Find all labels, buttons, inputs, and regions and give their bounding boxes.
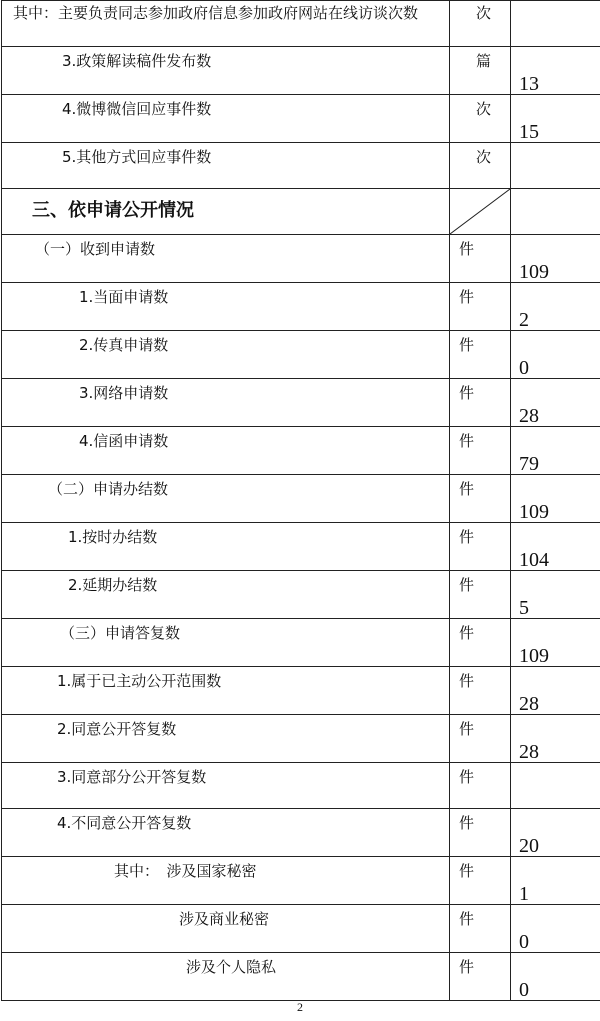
item-label: 2.同意公开答复数 (57, 720, 177, 738)
value-text: 0 (519, 357, 529, 379)
table-row (2, 857, 600, 905)
value-cell (511, 95, 600, 143)
unit-cell (450, 763, 511, 809)
item-label: 3.政策解读稿件发布数 (62, 52, 212, 70)
unit-cell (450, 523, 511, 571)
unit-cell (450, 1, 511, 47)
item-cell (2, 379, 450, 427)
unit-cell (450, 95, 511, 143)
value-text: 0 (519, 931, 529, 953)
value-cell (511, 143, 600, 189)
unit-label: 件 (459, 240, 475, 258)
unit-label: 件 (459, 958, 475, 976)
value-cell (511, 379, 600, 427)
table-row (2, 571, 600, 619)
value-cell (511, 283, 600, 331)
unit-cell (450, 857, 511, 905)
item-label: 其中：主要负责同志参加政府信息参加政府网站在线访谈次数 (13, 4, 419, 22)
value-cell (511, 905, 600, 953)
value-cell (511, 809, 600, 857)
unit-label: 件 (459, 336, 475, 354)
item-cell (2, 523, 450, 571)
unit-cell (450, 619, 511, 667)
value-cell (511, 571, 600, 619)
value-text (511, 763, 600, 790)
table-row (2, 427, 600, 475)
item-label: 1.按时办结数 (68, 528, 158, 546)
statistics-table (1, 0, 600, 1001)
item-label: 4.不同意公开答复数 (57, 814, 192, 832)
unit-cell (450, 667, 511, 715)
value-text (511, 143, 600, 170)
unit-cell (450, 235, 511, 283)
table-row (2, 235, 600, 283)
value-cell (511, 1, 600, 47)
item-label: 2.传真申请数 (79, 336, 169, 354)
unit-label: 件 (459, 814, 475, 832)
item-label: 3.网络申请数 (79, 384, 169, 402)
value-cell (511, 331, 600, 379)
item-label: 涉及商业秘密 (179, 910, 270, 928)
value-text (511, 1, 600, 28)
value-text: 28 (519, 741, 539, 763)
value-cell (511, 953, 600, 1001)
item-cell (2, 95, 450, 143)
value-cell (511, 475, 600, 523)
item-label: （一）收到申请数 (35, 240, 156, 258)
value-cell (511, 47, 600, 95)
value-text: 0 (519, 979, 529, 1001)
item-cell (2, 283, 450, 331)
value-text: 28 (519, 405, 539, 427)
value-cell (511, 715, 600, 763)
item-cell (2, 331, 450, 379)
value-cell (511, 189, 600, 235)
item-label: （三）申请答复数 (60, 624, 181, 642)
unit-cell (450, 283, 511, 331)
item-cell (2, 619, 450, 667)
table-row (2, 379, 600, 427)
item-label: 3.同意部分公开答复数 (57, 768, 207, 786)
item-cell (2, 427, 450, 475)
value-text: 28 (519, 693, 539, 715)
table-row (2, 715, 600, 763)
unit-cell (450, 379, 511, 427)
unit-cell (450, 331, 511, 379)
unit-label: 篇 (476, 52, 492, 70)
item-label: 4.信函申请数 (79, 432, 169, 450)
unit-cell (450, 953, 511, 1001)
unit-cell (450, 427, 511, 475)
item-label: （二）申请办结数 (48, 480, 169, 498)
value-text (511, 189, 600, 216)
value-text: 2 (519, 309, 529, 331)
table-row (2, 667, 600, 715)
table-row (2, 619, 600, 667)
section-row (2, 189, 600, 235)
item-label: 4.微博微信回应事件数 (62, 100, 212, 118)
unit-cell (450, 143, 511, 189)
unit-label: 件 (459, 862, 475, 880)
table-row (2, 47, 600, 95)
table-row (2, 95, 600, 143)
value-cell (511, 235, 600, 283)
item-cell (2, 905, 450, 953)
value-text: 109 (519, 261, 549, 283)
table-row (2, 809, 600, 857)
unit-label: 件 (459, 480, 475, 498)
unit-cell (450, 571, 511, 619)
value-text: 13 (519, 73, 539, 95)
unit-cell (450, 475, 511, 523)
value-cell (511, 667, 600, 715)
unit-cell (450, 809, 511, 857)
value-text: 5 (519, 597, 529, 619)
table-row (2, 763, 600, 809)
value-text: 109 (519, 501, 549, 523)
unit-label: 件 (459, 528, 475, 546)
item-label: 2.延期办结数 (68, 576, 158, 594)
unit-label: 件 (459, 720, 475, 738)
item-cell (2, 667, 450, 715)
unit-cell (450, 47, 511, 95)
item-cell (2, 47, 450, 95)
item-cell (2, 189, 450, 235)
item-label: 其中： 涉及国家秘密 (114, 862, 257, 880)
unit-label: 件 (459, 910, 475, 928)
diagonal-line (450, 189, 510, 234)
value-cell (511, 523, 600, 571)
table-row (2, 283, 600, 331)
item-cell (2, 143, 450, 189)
page-number: 2 (297, 1000, 303, 1014)
value-cell (511, 763, 600, 809)
value-text: 1 (519, 883, 529, 905)
unit-label: 件 (459, 576, 475, 594)
table-row (2, 905, 600, 953)
unit-cell (450, 905, 511, 953)
section-title: 三、依申请公开情况 (32, 200, 194, 221)
unit-label: 件 (459, 432, 475, 450)
unit-label: 次 (476, 100, 492, 118)
value-text: 15 (519, 121, 539, 143)
item-cell (2, 809, 450, 857)
table-row (2, 953, 600, 1001)
unit-label: 件 (459, 384, 475, 402)
unit-label: 件 (459, 672, 475, 690)
item-cell (2, 857, 450, 905)
item-cell (2, 715, 450, 763)
item-label: 涉及个人隐私 (186, 958, 277, 976)
table-row (2, 1, 600, 47)
unit-label: 次 (476, 4, 492, 22)
item-label: 5.其他方式回应事件数 (62, 148, 212, 166)
diagonal-cell (450, 189, 511, 235)
value-cell (511, 619, 600, 667)
item-cell (2, 1, 450, 47)
item-cell (2, 763, 450, 809)
value-text: 79 (519, 453, 539, 475)
unit-cell (450, 715, 511, 763)
value-cell (511, 427, 600, 475)
unit-label: 件 (459, 768, 475, 786)
value-text: 20 (519, 835, 539, 857)
unit-label: 件 (459, 288, 475, 306)
unit-label: 次 (476, 148, 492, 166)
item-label: 1.属于已主动公开范围数 (57, 672, 222, 690)
item-cell (2, 475, 450, 523)
item-cell (2, 953, 450, 1001)
value-text: 104 (519, 549, 549, 571)
item-label: 1.当面申请数 (79, 288, 169, 306)
table-row (2, 331, 600, 379)
value-text: 109 (519, 645, 549, 667)
value-cell (511, 857, 600, 905)
unit-label: 件 (459, 624, 475, 642)
item-cell (2, 235, 450, 283)
table-row (2, 523, 600, 571)
item-cell (2, 571, 450, 619)
table-row (2, 475, 600, 523)
table-row (2, 143, 600, 189)
